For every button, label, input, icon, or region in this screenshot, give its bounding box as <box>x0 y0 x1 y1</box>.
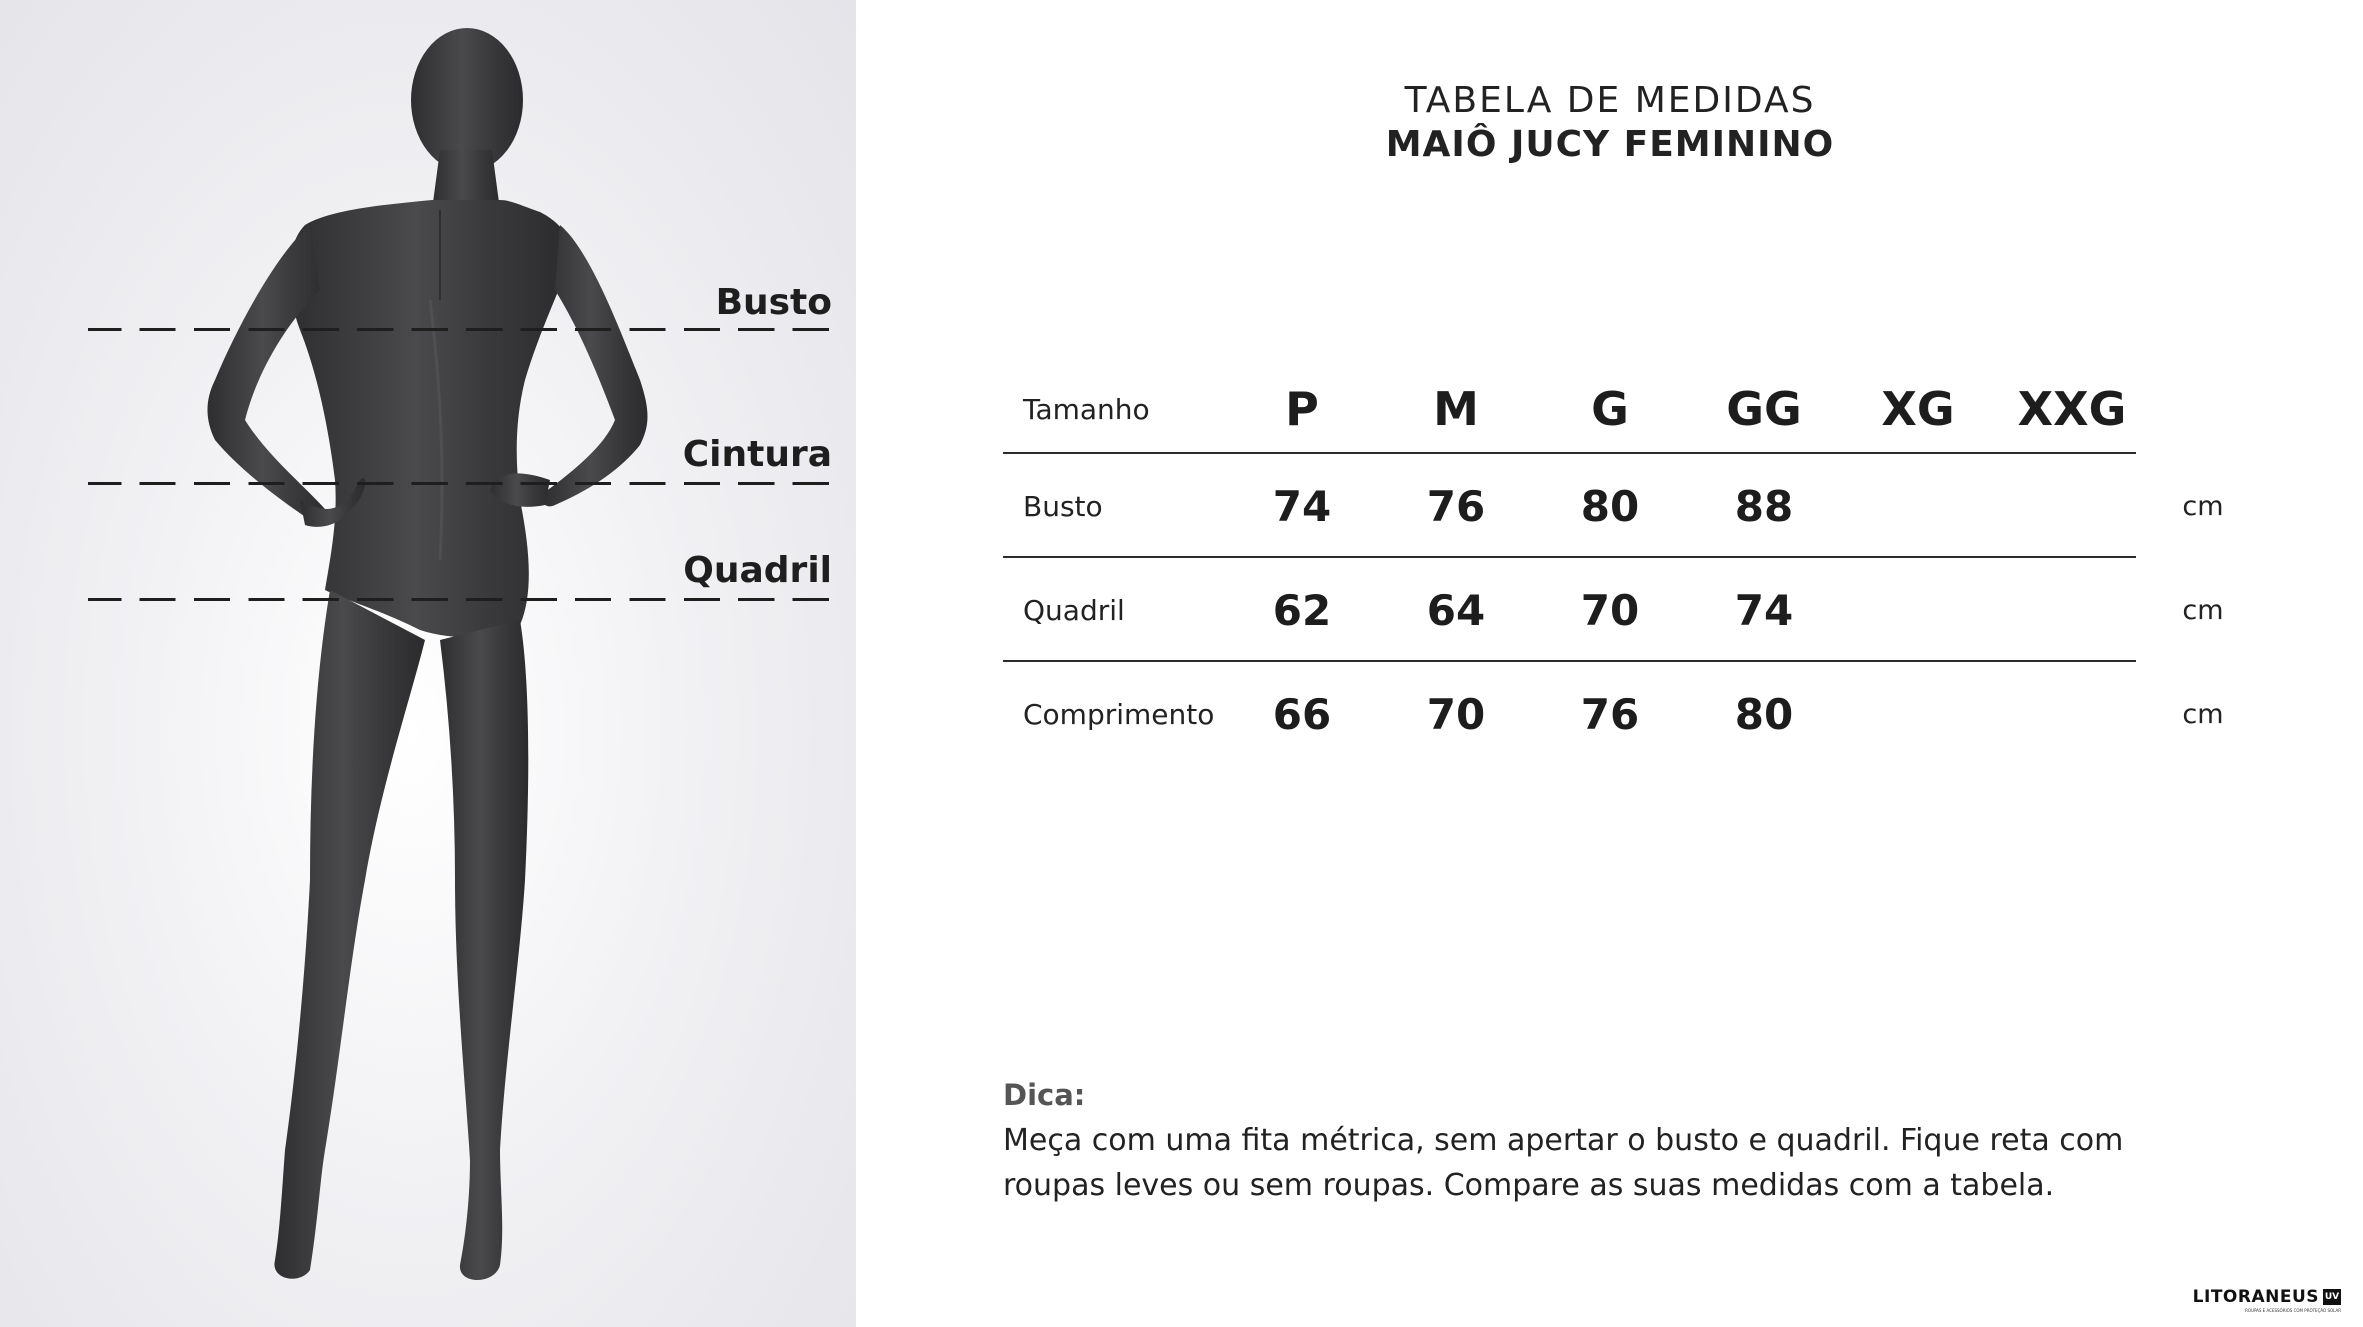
size-head-m: M <box>1433 382 1479 436</box>
size-table <box>1003 364 2224 766</box>
table-row <box>1003 662 2224 766</box>
row-label-hip: Quadril <box>1023 593 1125 627</box>
waist-label: Cintura <box>682 434 832 475</box>
size-head-xg: XG <box>1881 382 1955 436</box>
cell-value <box>1843 662 1993 766</box>
cell-value: 66 <box>1272 689 1332 739</box>
brand-name: LITORANEUS <box>2192 1287 2319 1307</box>
cell-value: 74 <box>1272 481 1332 531</box>
hip-line <box>88 598 833 601</box>
brand-logo <box>2193 1287 2341 1313</box>
size-head-g: G <box>1591 382 1629 436</box>
cell-value <box>1843 454 1993 558</box>
cell-value: 80 <box>1734 689 1794 739</box>
size-header-label: Tamanho <box>1023 392 1150 426</box>
cell-value: 80 <box>1580 481 1640 531</box>
tip-title: Dica: <box>1003 1078 1086 1112</box>
cell-value: 70 <box>1426 689 1486 739</box>
cell-value: 76 <box>1426 481 1486 531</box>
table-row <box>1003 558 2224 662</box>
cell-value: 64 <box>1426 585 1486 635</box>
mannequin-panel <box>0 0 856 1327</box>
tip-text: Meça com uma fita métrica, sem apertar o busto e quadril. Fique reta com roupas leves ou sem roupas. Compare as suas medidas com a tabela. <box>1003 1123 2124 1203</box>
cell-value: 74 <box>1734 585 1794 635</box>
size-head-gg: GG <box>1726 382 1802 436</box>
product-title: MAIÔ JUCY FEMININO <box>1385 124 1835 165</box>
cell-value <box>1843 558 1993 662</box>
brand-tagline: ROUPAS E ACESSÓRIOS COM PROTEÇÃO SOLAR <box>2245 1308 2341 1313</box>
cell-value <box>1997 662 2147 766</box>
cell-value: 70 <box>1580 585 1640 635</box>
size-head-p: P <box>1285 382 1319 436</box>
bust-line <box>88 328 833 331</box>
table-header-row <box>1003 364 2136 454</box>
unit-label: cm <box>2182 490 2224 522</box>
cell-value: 76 <box>1580 689 1640 739</box>
bust-label: Busto <box>715 282 832 323</box>
cell-value: 88 <box>1734 481 1794 531</box>
row-label-length: Comprimento <box>1023 697 1215 731</box>
brand-name-row <box>2193 1287 2341 1307</box>
cell-value <box>1997 454 2147 558</box>
hip-label: Quadril <box>683 550 832 591</box>
unit-label: cm <box>2182 698 2224 730</box>
mannequin-figure <box>0 0 856 1327</box>
waist-line <box>88 482 833 485</box>
unit-label: cm <box>2182 594 2224 626</box>
page-title: TABELA DE MEDIDAS <box>1404 80 1816 121</box>
cell-value <box>1997 558 2147 662</box>
size-head-xxg: XXG <box>2017 382 2127 436</box>
cell-value: 62 <box>1272 585 1332 635</box>
row-label-bust: Busto <box>1023 489 1103 523</box>
uv-badge-icon: UV <box>2323 1289 2341 1305</box>
table-row <box>1003 454 2224 558</box>
